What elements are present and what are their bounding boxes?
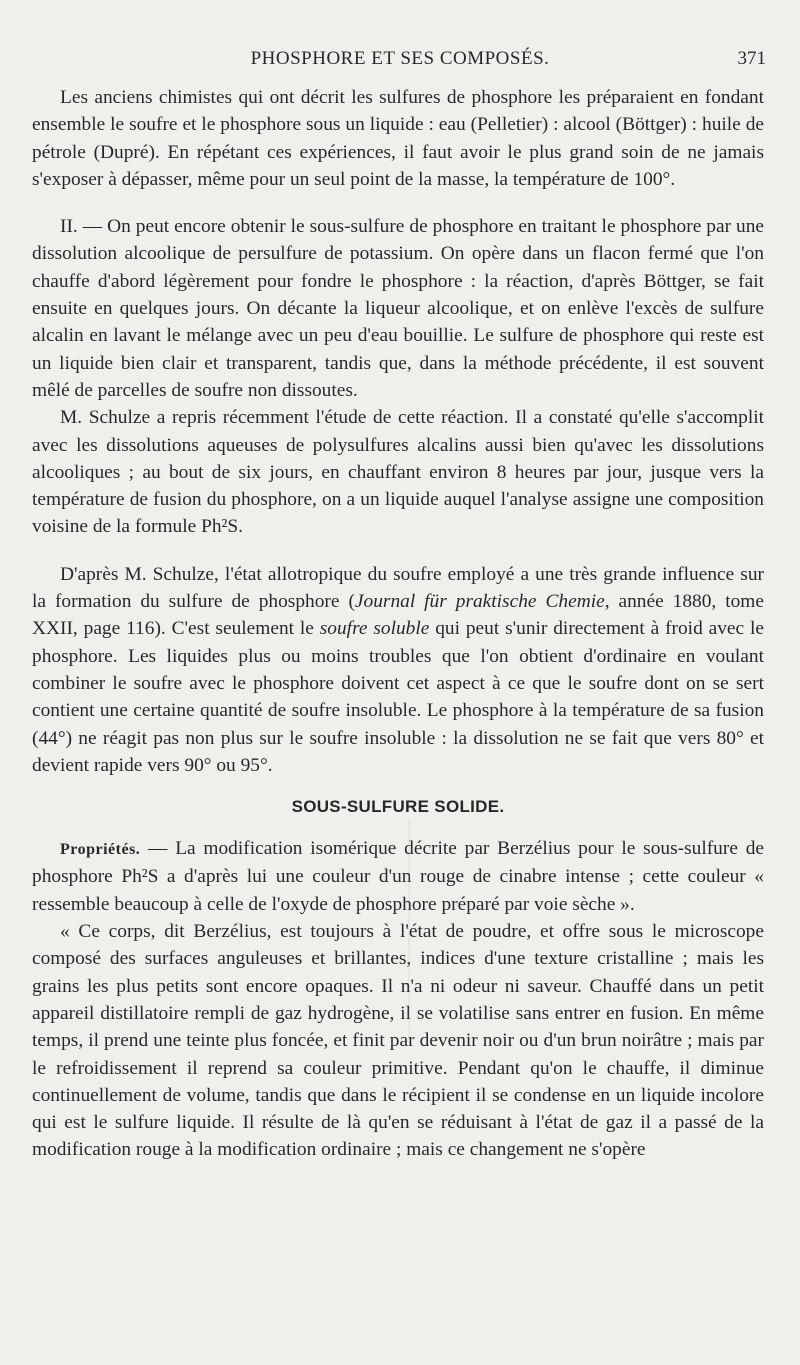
paragraph-method-two: II. — On peut encore obtenir le sous-sulfure de phosphore en traitant le phosphore par une dissolution alcoolique de persulfure de potassium. On opère dans un flacon fermé que l'on chauffe d'abord légèrement pour fondre le phosphore : la réaction, d'après Böttger, se fait ensuite en quelques jours. On décante la liqueur alcoolique, et on enlève l'excès de sulfure alcalin en lavant le mélange avec un peu d'eau bouillie. Le sulfure de phosphore qui reste est un liquide bien clair et transparent, tandis que, dans la méthode précédente, il est souvent mêlé de parcelles de soufre non dissoutes. [32, 216, 764, 401]
paragraph-old-chemists: Les anciens chimistes qui ont décrit les sulfures de phosphore les préparaient en fondant ensemble le soufre et le phosphore sous un liquide : eau (Pelletier) : alcool (Böttger) : huile de pétrole (Dupré). En répétant ces expériences, il faut avoir le plus grand soin de ne jamais s'exposer à dépasser, même pour un seul point de la masse, la température de 100°. [32, 87, 764, 190]
properties-text: — La modification isomérique décrite par Berzélius pour le sous-sulfure de phosphore Ph²S a d'après lui une couleur d'un rouge de cinabre intense ; cette couleur « ressemble beaucoup à celle de l'oxyde de phosphore préparé par voie sèche ». [32, 838, 764, 915]
paragraph-schulze-reaction: M. Schulze a repris récemment l'étude de cette réaction. Il a constaté qu'elle s'accomplit avec les dissolutions aqueuses de polysulfures alcalins aussi bien qu'avec les dissolutions alcooliques ; au bout de six jours, en chauffant environ 8 heures par jour, jusque vers la température de fusion du phosphore, on a un liquide auquel l'analyse assigne une composition voisine de la formule Ph²S. [32, 407, 764, 538]
body-text [32, 84, 764, 1164]
properties-label: Propriétés. [60, 841, 141, 859]
running-head [0, 44, 800, 74]
page-number: 371 [737, 48, 766, 69]
running-title: PHOSPHORE ET SES COMPOSÉS. [250, 48, 550, 69]
p4-text-c: qui peut s'unir directement à froid avec le phosphore. Les liquides plus ou moins troubles que l'on obtient d'ordinaire en voulant combiner le soufre avec le phosphore doivent cet aspect à ce que le soufre dont on se sert contient une certaine quantité de soufre insoluble. Le phosphore à la température de sa fusion (44°) ne réagit pas non plus sur le soufre insoluble : la dissolution ne se fait que vers 80° et devient rapide vers 90° ou 95°. [32, 618, 764, 776]
journal-title: Journal für praktische Chemie [354, 591, 605, 613]
paragraph-properties [32, 835, 764, 918]
paragraph-schulze-allotropy [32, 561, 764, 779]
soufre-soluble: soufre soluble [319, 618, 430, 640]
p4-text-a: D'après M. Schulze, l'état allotropique du soufre employé a une très grande influence sur la formation du sulfure de phosphore ( [32, 563, 764, 613]
p4-text-b: , année 1880, tome XXII, page 116). C'est seulement le [32, 591, 764, 640]
section-heading: SOUS-SULFURE SOLIDE. [291, 797, 505, 817]
paragraph-berzelius-quote: « Ce corps, dit Berzélius, est toujours à l'état de poudre, et offre sous le microscope composé des surfaces anguleuses et brillantes, indices d'une texture cristalline ; mais les grains les plus petits sont encore opaques. Il n'a ni odeur ni saveur. Chauffé dans un petit appareil distillatoire rempli de gaz hydrogène, il se volatilise sans entrer en fusion. En même temps, il prend une teinte plus foncée, et finit par devenir noir ou d'un brun noirâtre ; mais par le refroidissement il reprend sa couleur primitive. Pendant qu'on le chauffe, il diminue continuellement de volume, tandis que dans le récipient il se condense en un liquide incolore qui est le sulfure liquide. Il résulte de là qu'en se réduisant à l'état de gaz il a passé de la modification rouge à la modification ordinaire ; mais ce changement ne s'opère [32, 921, 764, 1161]
